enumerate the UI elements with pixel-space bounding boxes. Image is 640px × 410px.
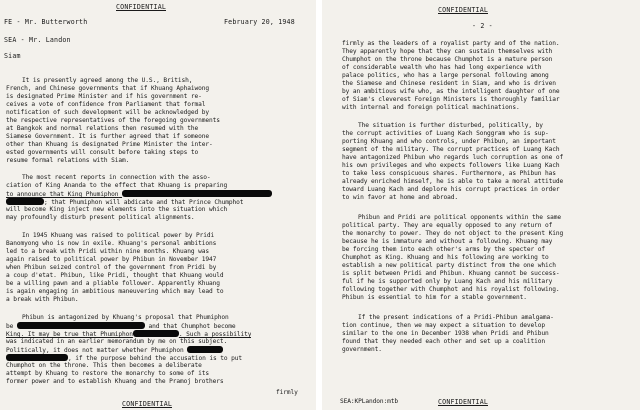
text-line: palace politics, who has a large personal following among [342,72,549,79]
text-line: attempt by Khuang to restore the monarchy to some of its [6,370,210,377]
redaction-mark [6,198,44,205]
text-line: It is presently agreed among the U.S., British, [22,77,193,84]
text-line: resume formal relations with Siam. [6,157,130,164]
redaction-mark [133,330,179,337]
text-line: firmly as the leaders of a royalist party and of the nation. [342,40,560,47]
text-line: Chumphot as King. Khuang and his following are working to [342,254,549,261]
memo-page-1 [0,0,316,410]
text-line: to win favor at home and abroad. [342,194,459,201]
memo-to-line: SEA - Mr. Landon [4,36,71,44]
text-line: was indicated in an earlier memorandum by me on this subject. [6,338,228,345]
text-line: found that they needed each other and set up a coalition [342,338,546,345]
text-line: porting Khuang and who controls, under Phibun, an important [342,138,556,145]
redaction-mark [17,322,145,329]
text-line: already enriched himself, he is able to take a moral attitude [342,178,564,185]
memo-date: February 20, 1948 [224,18,295,26]
text-line: , if the purpose behind the accusation is to put [6,354,242,363]
text-line: Phibun and Pridi are political opponents within the same [358,214,562,221]
text-line: ful if he is supported only by Luang Kach and his military [342,278,553,285]
text-line: because he is immature and without a following. Khuang may [342,238,553,245]
text-line: similar to the one in December 1938 when Pridi and Phibun [342,330,549,337]
text-line: again raised to political power by Phibun in November 1947 [6,256,217,263]
text-line: a coup d'etat. Phibun, like Pridi, thought that Khuang would [6,272,224,279]
text-line: Politically, it does not matter whether Phumiphon [6,346,223,355]
memo-page-2 [322,0,640,410]
text-line: The most recent reports in connection with the asso- [22,174,211,181]
text-line: In 1945 Khuang was raised to political power by Pridi [22,232,215,239]
classification-header: CONFIDENTIAL [438,6,489,14]
text-line: with internal and foreign political machinations. [342,104,520,111]
file-reference: SEA:KPLandon:mtb [340,398,399,405]
text-line: be and that Chumphot become [6,323,236,330]
text-line: to take less conspicuous shares. Furthermore, as Phibun has [342,170,556,177]
text-line: ceives a vote of confidence from Parliament that formal [6,101,206,108]
text-line: Phibun is antagonized by Khuang's proposal that Phumiphon [22,314,229,321]
text-line: Banomyong who is now in exile. Khuang's personal ambitions [6,240,217,247]
text-line: the Siamese and Chinese resident in Siam, and who is driven [342,80,556,87]
text-line: is designated Prime Minister and if his government re- [6,93,202,100]
text-line: Chumphot on the throne because Chumphot is a mature person [342,56,553,63]
text-line: French, and Chinese governments that if Khuang Aphaiwong [6,85,210,92]
text-line: establish a new political party distinct from the one which [342,262,556,269]
text-line: of Siam's cleverest Foreign Ministers is thoroughly familiar [342,96,560,103]
text-line: political party. They are equally opposed to any return of [342,222,553,229]
text-line: by an ambitious wife who, as the intelligent daughter of one [342,88,560,95]
text-line: ; that Phumiphon will abdicate and that Prince Chumphot [6,198,243,207]
memo-subject: Siam [4,52,21,60]
redaction-mark [187,346,223,353]
text-line: following together with Chumphot and his royalist following. [342,286,560,293]
text-line: a break with Phibun. [6,296,79,303]
text-line: the respective representatives of the foregoing governments [6,117,220,124]
text-line: toward Luang Kach and deplore his corrupt practices in order [342,186,560,193]
redaction-mark [122,190,272,197]
text-line: The situation is further disturbed, politically, by [358,122,543,129]
text-line: when Phibun seized control of the government from Pridi by [6,264,217,271]
text-line: ciation of King Ananda to the effect that Khuang is preparing [6,182,228,189]
text-line: former power and to establish Khuang and the Pramoj brothers [6,378,224,385]
text-line: will become King inject new elements into the situation which [6,206,228,213]
memo-from-line: FE - Mr. Butterworth [4,18,88,26]
text-line: be a willing pawn and a pliable follower. Apparently Khuang [6,280,220,287]
redaction-mark [6,354,68,361]
continuation-word: firmly [276,389,298,396]
text-line: his own privileges and who expects followers like Luang Kach [342,162,560,169]
text-line: is split between Pridi and Phibun. Khuang cannot be success- [342,270,560,277]
text-line: led to a break with Pridi within nine months. Khuang was [6,248,210,255]
text-line: may profoundly disturb present political alignments. [6,214,195,221]
text-line: the monarchy to power. They do not object to the present King [342,230,564,237]
text-line: notification of such development will be acknowledged by [6,109,210,116]
text-line: to announce that King Phumiphon [6,190,272,199]
text-line: is again engaging in ambitious maneuvering which may lead to [6,288,224,295]
text-line: government. [342,346,382,353]
text-line: have antagonized Phibun who regards luch corruption as one of [342,154,564,161]
text-line: be forcing them into each other's arms by the specter of [342,246,546,253]
text-line: ested governments will consult before taking steps to [6,149,199,156]
text-line: Phibun is essential to him for a stable government. [342,294,527,301]
text-line: They apparently hope that they can sustain themselves with [342,48,553,55]
text-line: other than Khuang is designated Prime Minister the inter- [6,141,213,148]
classification-footer: CONFIDENTIAL [122,400,173,408]
page-number: - 2 - [472,22,493,30]
text-line: Chumphot on the throne. This then becomes a deliberate [6,362,202,369]
text-line: at Bangkok and normal relations then resumed with the [6,125,199,132]
text-line: the corrupt activities of Luang Kach Songgram who is sup- [342,130,549,137]
classification-footer: CONFIDENTIAL [438,398,489,406]
text-line: If the present indications of a Pridi-Phibun amalgama- [358,314,554,321]
classification-header: CONFIDENTIAL [116,3,167,11]
text-line: King. It may be true that Phumiphon . Such a possibility [6,331,252,338]
text-line: of considerable wealth who has had long experience with [342,64,542,71]
text-line: tion continue, then we may expect a situation to develop [342,322,546,329]
text-line: Siamese Government. It is further agreed that if someone [6,133,210,140]
text-line: segment of the military. The corrupt practices of Luang Kach [342,146,560,153]
